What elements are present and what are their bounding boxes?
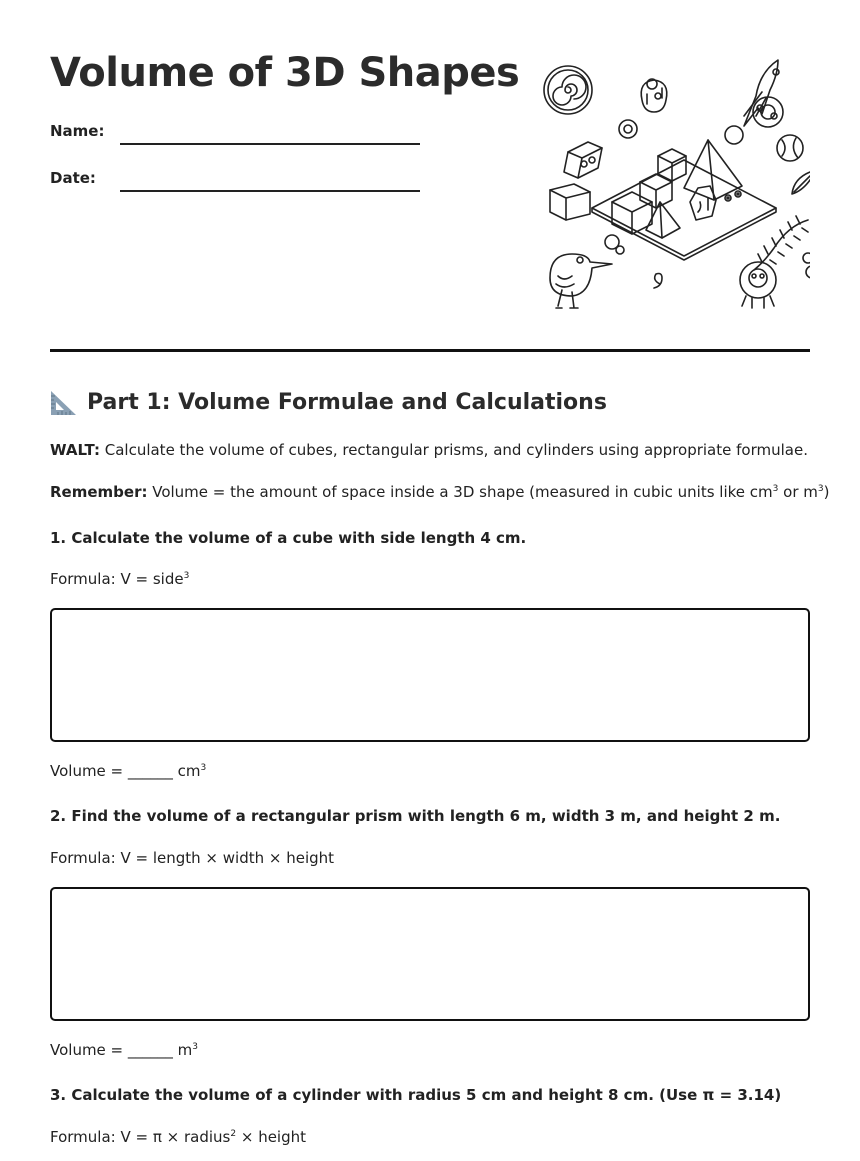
date-field[interactable] xyxy=(120,190,420,192)
question-2: 2. Find the volume of a rectangular prism with length 6 m, width 3 m, and height 2 m. xyxy=(50,807,781,825)
remember-text: Volume = the amount of space inside a 3D shape (measured in cubic units like cm xyxy=(147,483,773,501)
formula-3-tail: × height xyxy=(236,1128,307,1146)
name-field[interactable] xyxy=(120,143,420,145)
kiwi-icon xyxy=(550,254,612,308)
formula-3 xyxy=(50,1128,306,1146)
answer-line-2 xyxy=(50,1041,198,1059)
spiral-icon xyxy=(544,66,592,114)
walt-text: Calculate the volume of cubes, rectangular prisms, and cylinders using appropriate formulae. xyxy=(99,441,808,459)
remember-line xyxy=(50,483,829,501)
formula-3-sup: 2 xyxy=(230,1129,237,1139)
remember-label: Remember: xyxy=(50,483,148,501)
tree-icon xyxy=(803,253,810,314)
page-title: Volume of 3D Shapes xyxy=(50,50,520,96)
ball-icon xyxy=(777,135,803,161)
answer-box-2[interactable] xyxy=(50,887,810,1021)
remember-end: ) xyxy=(823,483,830,501)
remember-sup1: 3 xyxy=(772,484,779,494)
swirl-icon xyxy=(654,274,662,289)
cube-icon xyxy=(564,142,602,178)
ring-icon xyxy=(619,120,637,138)
answer-2-text: Volume = ______ m xyxy=(50,1041,193,1059)
formula-1-sup: 3 xyxy=(183,571,190,581)
formula-1 xyxy=(50,570,189,588)
formula-3-text: Formula: V = π × radius xyxy=(50,1128,231,1146)
sphere-icon xyxy=(725,126,743,144)
shapes-illustration xyxy=(540,52,810,320)
answer-1-text: Volume = ______ cm xyxy=(50,762,201,780)
creature-icon xyxy=(641,79,667,112)
answer-line-1 xyxy=(50,762,206,780)
walt-line xyxy=(50,441,808,459)
walt-label: WALT: xyxy=(50,441,100,459)
answer-2-sup: 3 xyxy=(192,1042,199,1052)
answer-1-sup: 3 xyxy=(200,763,207,773)
formula-2 xyxy=(50,849,334,867)
date-label: Date: xyxy=(50,169,96,187)
answer-box-1[interactable] xyxy=(50,608,810,742)
owl-icon xyxy=(740,262,776,308)
formula-2-text: Formula: V = length × width × height xyxy=(50,849,335,867)
remember-sup2: 3 xyxy=(817,484,824,494)
formula-1-text: Formula: V = side xyxy=(50,570,184,588)
leaf-icon xyxy=(792,170,810,194)
section-divider xyxy=(50,349,810,352)
remember-mid: or m xyxy=(778,483,818,501)
name-label: Name: xyxy=(50,122,105,140)
part1-title: Part 1: Volume Formulae and Calculations xyxy=(87,389,607,415)
question-3: 3. Calculate the volume of a cylinder with radius 5 cm and height 8 cm. (Use π = 3.14) xyxy=(50,1086,782,1104)
question-1: 1. Calculate the volume of a cube with side length 4 cm. xyxy=(50,529,527,547)
part1-heading xyxy=(50,388,607,416)
set-square-icon xyxy=(50,388,78,416)
